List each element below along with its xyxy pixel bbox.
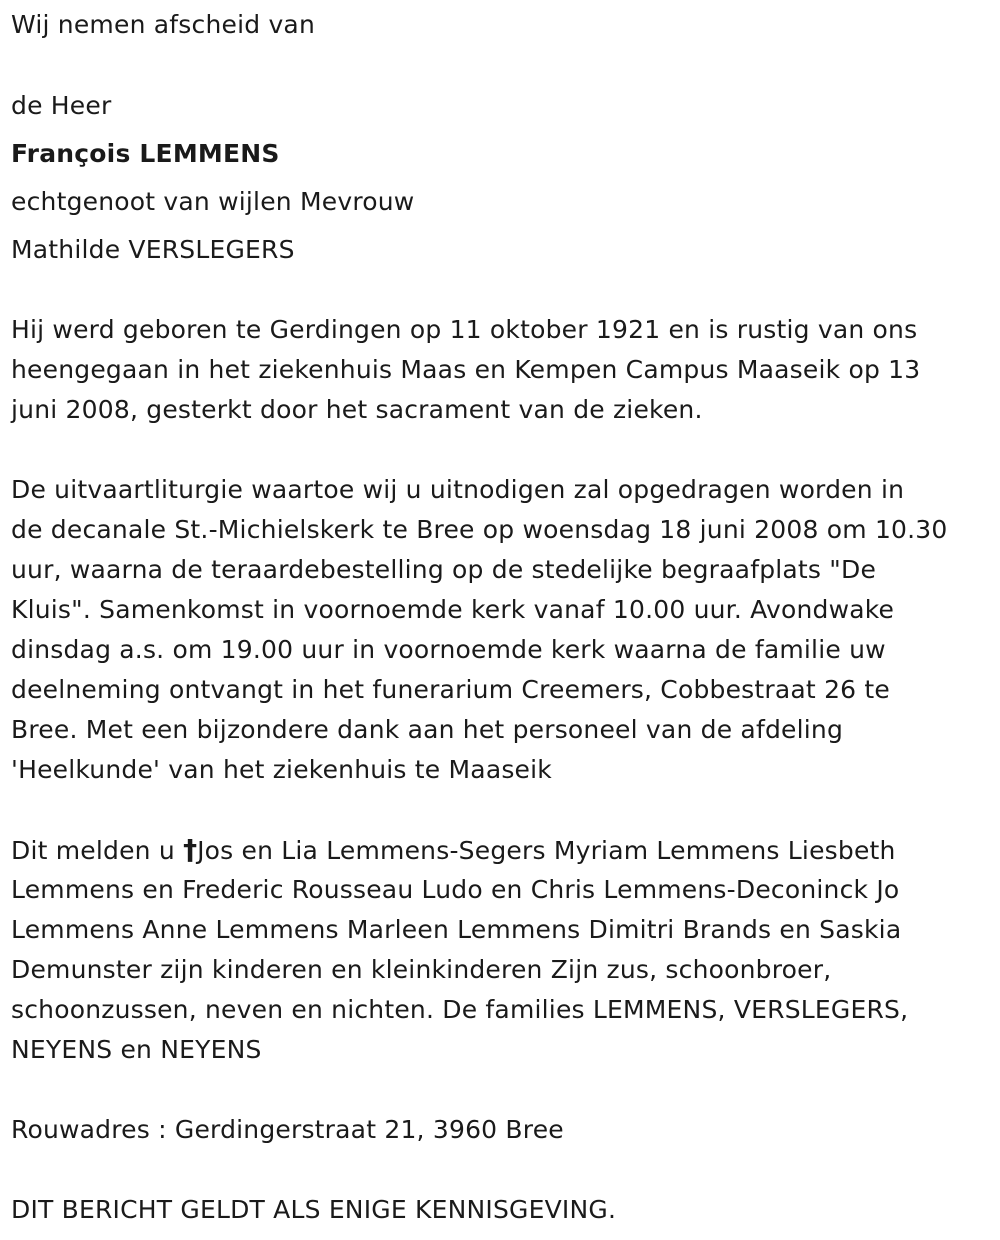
family-line: Demunster zijn kinderen en kleinkinderen Zijn zus, schoonbroer, xyxy=(11,955,832,984)
funeral-line: dinsdag a.s. om 19.00 uur in voornoemde kerk waarna de familie uw xyxy=(11,635,886,664)
family-line: schoonzussen, neven en nichten. De families LEMMENS, VERSLEGERS, xyxy=(11,995,909,1024)
family-line: Lemmens en Frederic Rousseau Ludo en Chris Lemmens-Deconinck Jo xyxy=(11,875,900,904)
birth-line: Hij werd geboren te Gerdingen op 11 oktober 1921 en is rustig van ons xyxy=(11,315,918,344)
funeral-line: De uitvaartliturgie waartoe wij u uitnodigen zal opgedragen worden in xyxy=(11,475,905,504)
birth-line: juni 2008, gesterkt door het sacrament van de zieken. xyxy=(11,395,703,424)
notice-text: DIT BERICHT GELDT ALS ENIGE KENNISGEVING. xyxy=(11,1195,617,1224)
intro-text: Wij nemen afscheid van xyxy=(11,10,315,39)
funeral-line: de decanale St.-Michielskerk te Bree op woensdag 18 juni 2008 om 10.30 xyxy=(11,515,948,544)
mourning-address: Rouwadres : Gerdingerstraat 21, 3960 Bree xyxy=(11,1115,564,1144)
family-names: Jos en Lia Lemmens-Segers Myriam Lemmens Liesbeth xyxy=(197,836,896,865)
spouse-line-1: echtgenoot van wijlen Mevrouw xyxy=(11,187,415,216)
family-line: Lemmens Anne Lemmens Marleen Lemmens Dimitri Brands en Saskia xyxy=(11,915,902,944)
deceased-name: François LEMMENS xyxy=(11,139,280,168)
funeral-line: Kluis". Samenkomst in voornoemde kerk vanaf 10.00 uur. Avondwake xyxy=(11,595,895,624)
funeral-line: 'Heelkunde' van het ziekenhuis te Maaseik xyxy=(11,755,552,784)
honorific: de Heer xyxy=(11,91,112,120)
funeral-line: Bree. Met een bijzondere dank aan het personeel van de afdeling xyxy=(11,715,844,744)
family-line-first xyxy=(11,830,896,871)
family-intro: Dit melden u xyxy=(11,836,184,865)
birth-line: heengegaan in het ziekenhuis Maas en Kempen Campus Maaseik op 13 xyxy=(11,355,921,384)
spouse-line-2: Mathilde VERSLEGERS xyxy=(11,235,295,264)
family-line: NEYENS en NEYENS xyxy=(11,1035,262,1064)
funeral-line: uur, waarna de teraardebestelling op de stedelijke begraafplats "De xyxy=(11,555,877,584)
funeral-line: deelneming ontvangt in het funerarium Creemers, Cobbestraat 26 te xyxy=(11,675,891,704)
cross-icon: † xyxy=(183,833,198,866)
